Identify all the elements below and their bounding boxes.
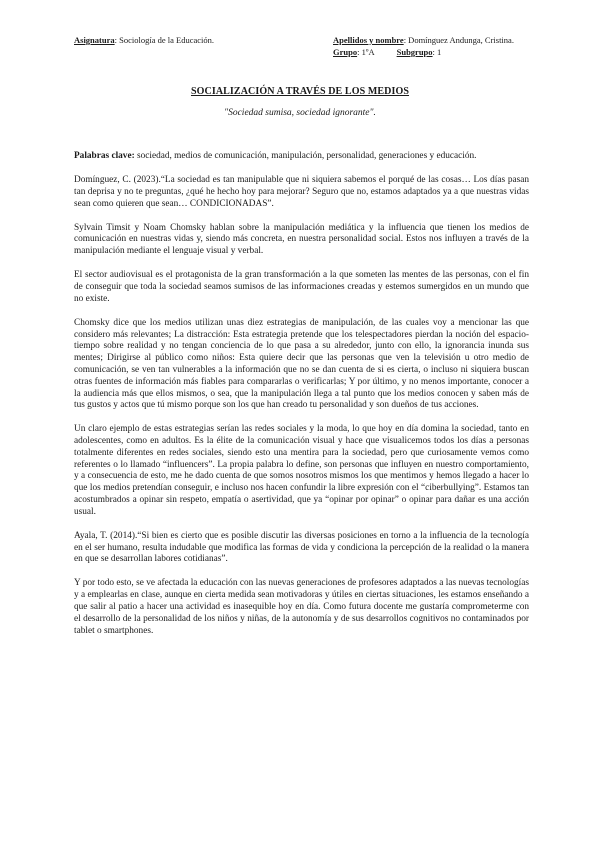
subject-value: : Sociología de la Educación. <box>114 35 214 45</box>
paragraph-strategies: Chomsky dice que los medios utilizan unas diez estrategias de manipulación, de las cuales voy a mencionar las que considero más relevantes; La distracción: Esta estrategia pretende que los telespectadores pierdan la noción del espacio-tiempo sobre realidad y no tengan conciencia de lo que pasa a su alrededor, junto con ello, la ignorancia inunda sus mentes; Dirigirse al público como niños: Esta quiere decir que las personas que ven la televisión u otro medio de comunicación, se ven tan vulnerables a la información que no se dan cuenta de si es cierta, o incluso ni siquiera buscan otras fuentes de información más fiables para compararlas o verificarlas; Y por último, y no menos importante, conocer a la audiencia más que ellos mismos, o sea, que la manipulación llega a tal punto que los medios conocen y saben más de tus gustos y actos que tú mismo porque son los que han creado tu personalidad y son dueños de tus acciones. <box>74 317 529 411</box>
subgroup-label: Subgrupo <box>396 47 433 57</box>
name-value: : Domínguez Andunga, Cristina. <box>403 35 514 45</box>
document-subtitle: "Sociedad sumisa, sociedad ignorante". <box>224 108 376 118</box>
name-label: Apellidos y nombre <box>333 35 404 45</box>
group-row <box>333 46 514 58</box>
student-name-row <box>333 34 514 46</box>
paragraph-timsit-chomsky: Sylvain Timsit y Noam Chomsky hablan sobre la manipulación mediática y la influencia que tienen los medios de comunicación en nuestras vidas y, siendo más concreta, en nuestra personalidad social. Estos nos influyen a través de la manipulación mediante el lenguaje visual y verbal. <box>74 222 529 257</box>
document-title: SOCIALIZACIÓN A TRAVÉS DE LOS MEDIOS <box>190 86 410 97</box>
subgroup-value: : 1 <box>432 47 442 57</box>
group-value: : 1ºA <box>357 47 375 57</box>
header-subject <box>74 34 214 46</box>
keywords-text: sociedad, medios de comunicación, manipulación, personalidad, generaciones y educación. <box>134 151 477 161</box>
group-label: Grupo <box>333 47 358 57</box>
paragraph-quote-ayala: Ayala, T. (2014).“Si bien es cierto que es posible discutir las diversas posiciones en torno a la influencia de la tecnología en el ser humano, resulta indudable que modifica las formas de vida y condiciona la percepción de la realidad o la manera en que se desarrollan labores cotidianas”. <box>74 530 529 565</box>
paragraph-quote-dominguez: Domínguez, C. (2023).“La sociedad es tan manipulable que ni siquiera sabemos el porqué de las cosas… Los días pasan tan deprisa y no te preguntas, ¿qué he hecho hoy para mejorar? Seguro que no, estamos adaptados ya a que nuestras vidas sean como quieren que sean… CONDICIONADAS”. <box>74 174 529 209</box>
paragraph-audiovisual: El sector audiovisual es el protagonista de la gran transformación a la que someten las mentes de las personas, con el fin de conseguir que toda la sociedad seamos sumisos de las informaciones creadas y estemos sumergidos en un mundo que no existe. <box>74 270 529 304</box>
paragraph-social-networks: Un claro ejemplo de estas estrategias serían las redes sociales y la moda, lo que hoy en día domina la sociedad, tanto en adolescentes, como en adultos. Es la élite de la comunicación visual y hace que visualicemos todos los días a personas totalmente diferentes en redes sociales, siendo esto una mentira para la sociedad, pero que curiosamente vemos como referentes o lo llamado “influencers”. La propia palabra lo define, son personas que influyen en nuestro comportamiento, y a consecuencia de esto, me he dado cuenta de que somos nosotros mismos los que mentimos y hemos llegado a hacer lo que los medios pretendían conseguir, e incluso nos hacen confundir la libre expresión con el “ciberbullying”. Estamos tan acostumbrados a opinar sin respeto, empatía o asertividad, que ya “opinar por opinar” o opinar para dañar es una acción usual. <box>74 424 529 517</box>
paragraph-education: Y por todo esto, se ve afectada la educación con las nuevas generaciones de profesores adaptados a las nuevas tecnologías y a emplearlas en clase, aunque en cierta medida sean motivadoras y útiles en ciertas situaciones, les estamos enseñando a que salir al patio a hacer una actividad es inasequible hoy en día. Como futura docente me gustaría comprometerme con el desarrollo de la personalidad de los niños y niñas, de la autonomía y de sus desarrollos cognitivos no contaminados por tablet o smartphones. <box>74 578 529 636</box>
keywords-label: Palabras clave: <box>74 151 135 161</box>
document-body <box>74 151 529 650</box>
header-student-info <box>333 34 514 58</box>
keywords-paragraph <box>74 151 529 163</box>
subject-label: Asignatura <box>74 35 115 45</box>
